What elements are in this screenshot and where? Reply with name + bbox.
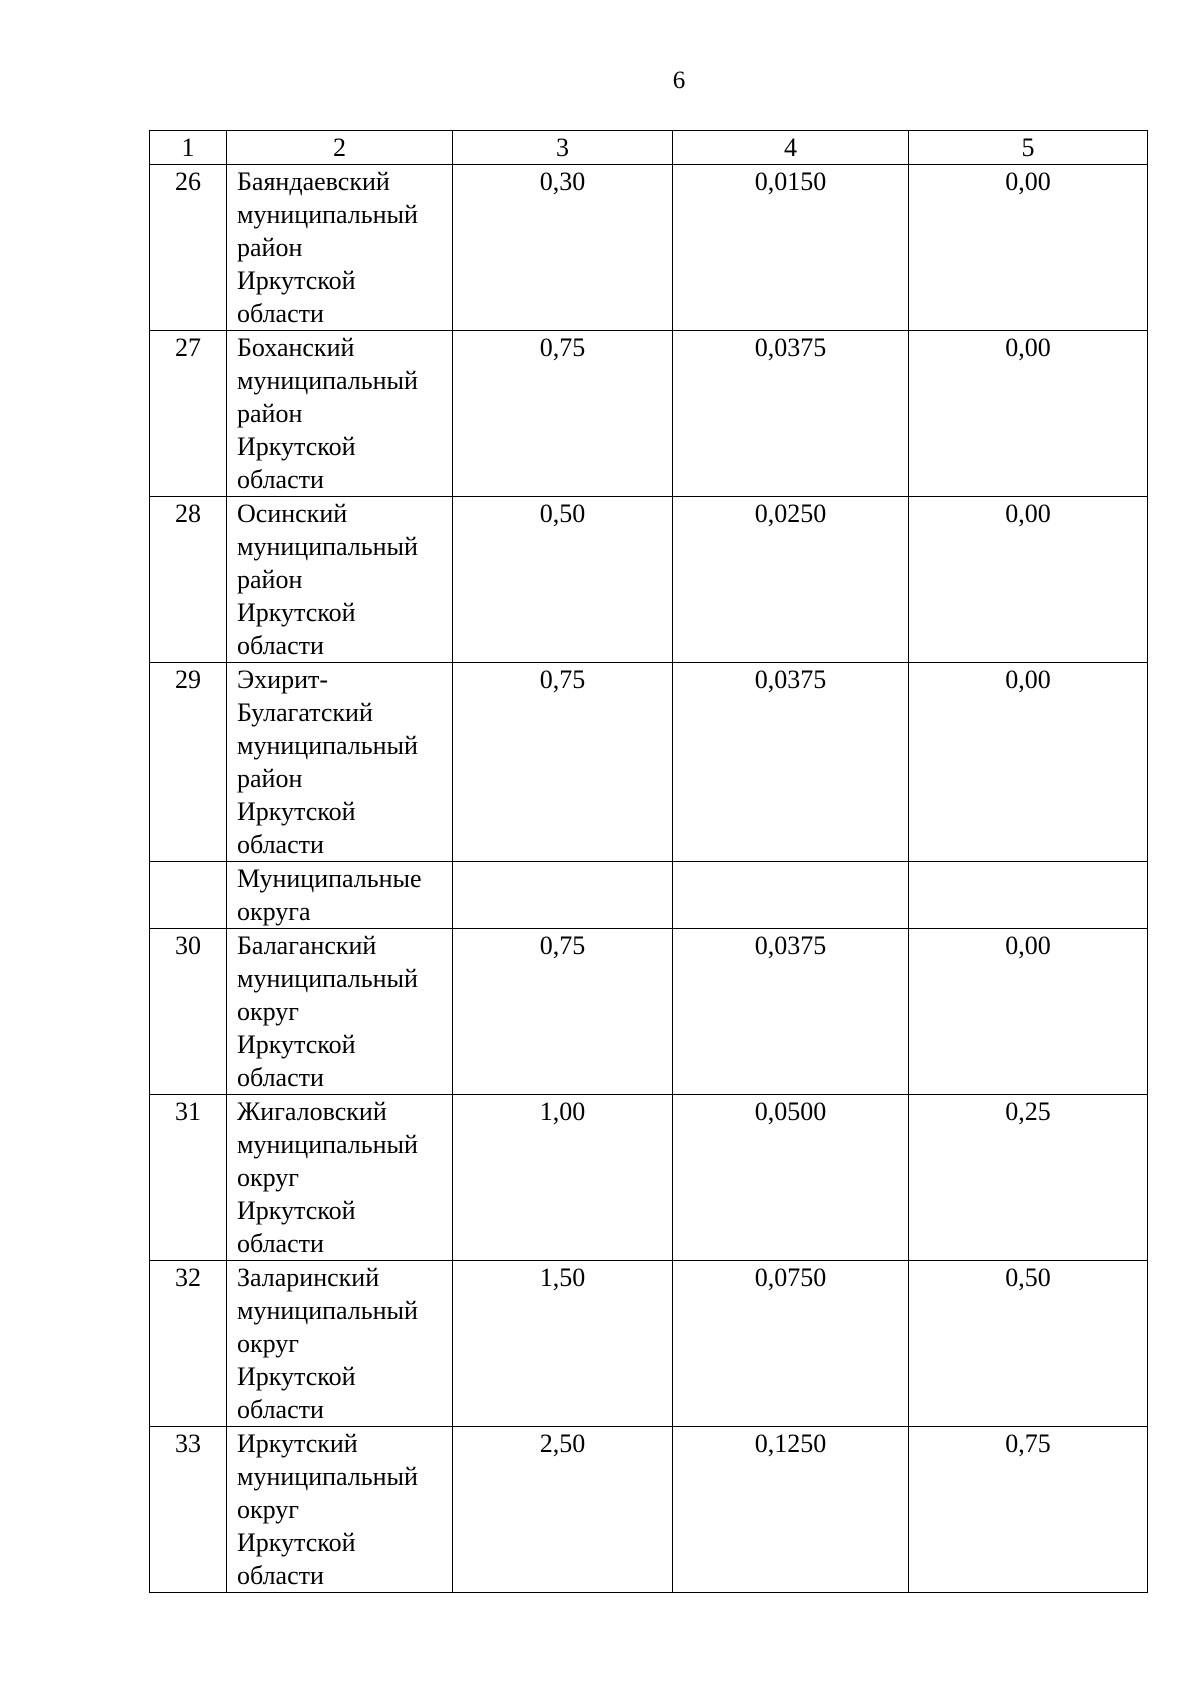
name-line: Осинский [237, 499, 348, 528]
name-line: муниципальный [237, 1296, 418, 1325]
value-cell-col-5: 0,50 [909, 1261, 1148, 1427]
row-number-cell: 29 [150, 663, 227, 862]
name-line: Иркутской [237, 1528, 356, 1557]
value-cell-col-5: 0,00 [909, 165, 1148, 331]
row-number-cell: 27 [150, 331, 227, 497]
row-name-cell [227, 497, 453, 663]
value-cell-col-5: 0,00 [909, 497, 1148, 663]
table-row [150, 497, 1148, 663]
table-header-row [150, 131, 1148, 165]
name-line: Заларинский [237, 1263, 380, 1292]
table-row [150, 1095, 1148, 1261]
name-line: области [237, 1063, 324, 1092]
value-cell-col-5: 0,75 [909, 1427, 1148, 1593]
name-line: муниципальный [237, 532, 418, 561]
value-cell-col-4: 0,0375 [673, 929, 909, 1095]
row-number-cell [150, 862, 227, 929]
row-name-cell [227, 1427, 453, 1593]
name-line: Эхирит- [237, 665, 329, 694]
name-line: район [237, 233, 303, 262]
table-row [150, 1261, 1148, 1427]
name-line: Муниципальные [237, 864, 422, 893]
row-name-cell [227, 929, 453, 1095]
name-line: Иркутской [237, 432, 356, 461]
value-cell-col-5 [909, 862, 1148, 929]
value-cell-col-3: 0,75 [453, 929, 673, 1095]
table-row [150, 862, 1148, 929]
name-line: муниципальный [237, 366, 418, 395]
value-cell-col-5: 0,00 [909, 331, 1148, 497]
page-number: 6 [672, 67, 686, 94]
name-line: Иркутской [237, 598, 356, 627]
row-number-cell: 30 [150, 929, 227, 1095]
name-line: Иркутской [237, 266, 356, 295]
row-name-cell [227, 663, 453, 862]
value-cell-col-4: 0,0500 [673, 1095, 909, 1261]
header-cell-5: 5 [909, 131, 1148, 165]
value-cell-col-3 [453, 862, 673, 929]
row-number-cell: 28 [150, 497, 227, 663]
name-line: муниципальный [237, 964, 418, 993]
name-line: округа [237, 897, 311, 926]
value-cell-col-4: 0,0375 [673, 663, 909, 862]
name-line: области [237, 299, 324, 328]
name-line: области [237, 830, 324, 859]
header-cell-2: 2 [227, 131, 453, 165]
name-line: район [237, 565, 303, 594]
name-line: Иркутской [237, 797, 356, 826]
name-line: муниципальный [237, 1462, 418, 1491]
name-line: Иркутской [237, 1030, 356, 1059]
value-cell-col-3: 0,75 [453, 663, 673, 862]
table-row [150, 663, 1148, 862]
name-line: округ [237, 1329, 299, 1358]
name-line: Боханский [237, 333, 355, 362]
value-cell-col-3: 0,75 [453, 331, 673, 497]
name-line: Булагатский [237, 698, 373, 727]
value-cell-col-3: 1,50 [453, 1261, 673, 1427]
header-cell-4: 4 [673, 131, 909, 165]
value-cell-col-4 [673, 862, 909, 929]
name-line: области [237, 631, 324, 660]
name-line: Иркутской [237, 1196, 356, 1225]
table-body [150, 131, 1148, 1593]
name-line: Иркутский [237, 1429, 358, 1458]
name-line: муниципальный [237, 731, 418, 760]
value-cell-col-4: 0,0375 [673, 331, 909, 497]
data-table [149, 130, 1148, 1593]
table-row [150, 331, 1148, 497]
header-cell-1: 1 [150, 131, 227, 165]
table-row [150, 929, 1148, 1095]
value-cell-col-3: 1,00 [453, 1095, 673, 1261]
name-line: округ [237, 1163, 299, 1192]
table-row [150, 1427, 1148, 1593]
row-name-cell [227, 862, 453, 929]
value-cell-col-5: 0,00 [909, 929, 1148, 1095]
name-line: области [237, 1561, 324, 1590]
name-line: район [237, 764, 303, 793]
name-line: Иркутской [237, 1362, 356, 1391]
value-cell-col-4: 0,0750 [673, 1261, 909, 1427]
name-line: округ [237, 1495, 299, 1524]
name-line: муниципальный [237, 200, 418, 229]
name-line: области [237, 1229, 324, 1258]
value-cell-col-3: 0,30 [453, 165, 673, 331]
name-line: Жигаловский [237, 1097, 387, 1126]
name-line: Баяндаевский [237, 167, 390, 196]
name-line: округ [237, 997, 299, 1026]
value-cell-col-5: 0,25 [909, 1095, 1148, 1261]
value-cell-col-4: 0,1250 [673, 1427, 909, 1593]
row-number-cell: 33 [150, 1427, 227, 1593]
row-number-cell: 26 [150, 165, 227, 331]
name-line: Балаганский [237, 931, 377, 960]
value-cell-col-4: 0,0150 [673, 165, 909, 331]
name-line: район [237, 399, 303, 428]
row-name-cell [227, 331, 453, 497]
header-cell-3: 3 [453, 131, 673, 165]
row-name-cell [227, 1261, 453, 1427]
row-number-cell: 32 [150, 1261, 227, 1427]
value-cell-col-5: 0,00 [909, 663, 1148, 862]
name-line: области [237, 1395, 324, 1424]
name-line: области [237, 465, 324, 494]
table-row [150, 165, 1148, 331]
row-name-cell [227, 1095, 453, 1261]
value-cell-col-3: 0,50 [453, 497, 673, 663]
name-line: муниципальный [237, 1130, 418, 1159]
row-number-cell: 31 [150, 1095, 227, 1261]
value-cell-col-3: 2,50 [453, 1427, 673, 1593]
row-name-cell [227, 165, 453, 331]
value-cell-col-4: 0,0250 [673, 497, 909, 663]
